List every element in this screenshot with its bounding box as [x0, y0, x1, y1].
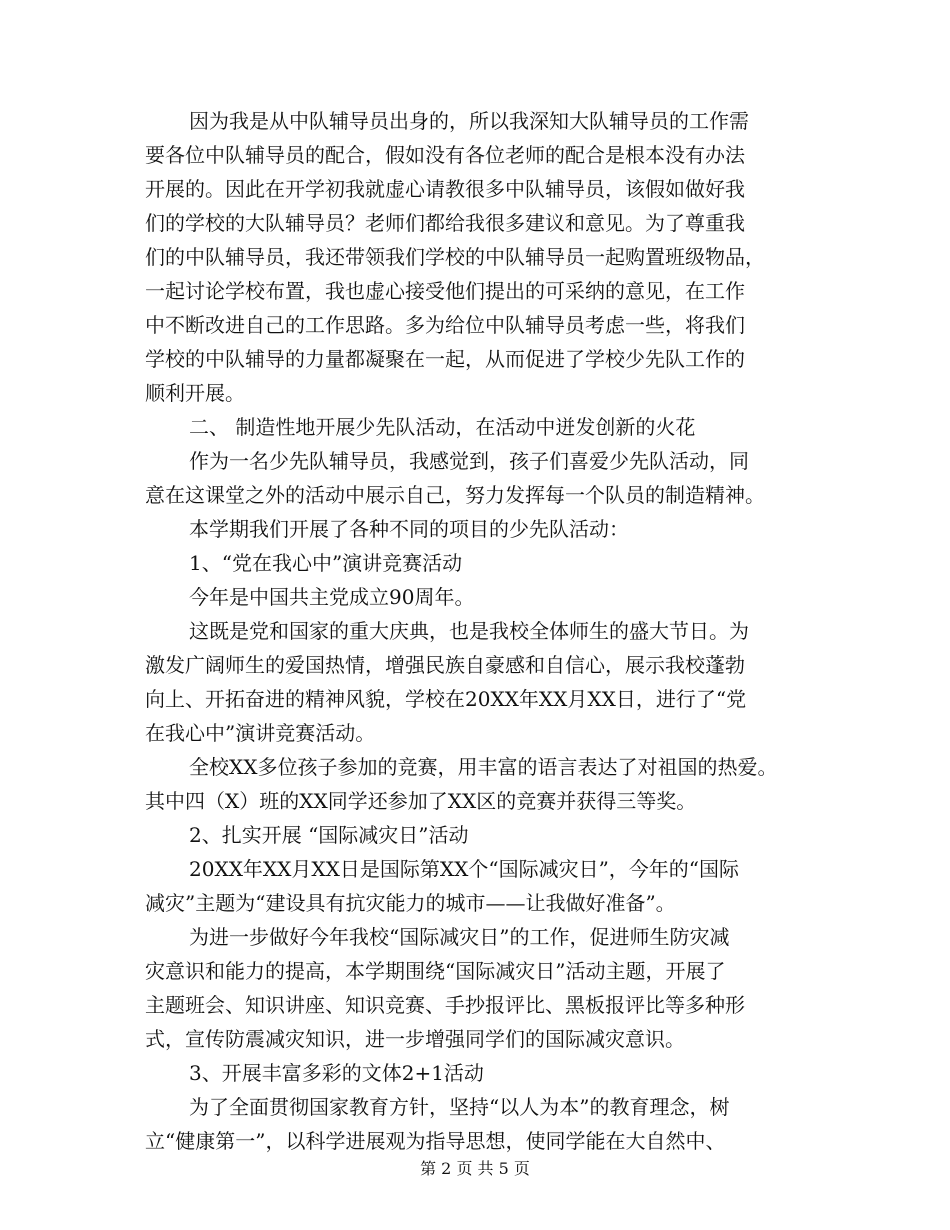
paragraph-line: 为了全面贯彻国家教育方针，坚持“以人为本”的教育理念，树 [189, 1095, 730, 1119]
paragraph-line: 一起讨论学校布置，我也虚心接受他们提出的可采纳的意见，在工作 [145, 279, 745, 303]
subsection-heading: 1、“党在我心中”演讲竞赛活动 [189, 551, 463, 575]
paragraph-line: 式，宣传防震减灾知识，进一步增强同学们的国际减灾意识。 [145, 1027, 685, 1051]
subsection-heading: 2、扎实开展 “国际减灾日”活动 [189, 823, 469, 847]
paragraph-line: 要各位中队辅导员的配合，假如没有各位老师的配合是根本没有办法 [145, 143, 745, 167]
paragraph-line: 减灾”主题为“建设具有抗灾能力的城市——让我做好准备”。 [145, 891, 676, 915]
paragraph-line: 中不断改进自己的工作思路。多为给位中队辅导员考虑一些，将我们 [145, 313, 745, 337]
paragraph-line: 为进一步做好今年我校“国际减灾日”的工作，促进师生防灾减 [189, 925, 730, 949]
paragraph-line: 今年是中国共主党成立90周年。 [189, 585, 475, 609]
subsection-heading: 3、开展丰富多彩的文体2+1活动 [189, 1061, 484, 1085]
section-heading: 二、 制造性地开展少先队活动，在活动中迸发创新的火花 [189, 415, 696, 439]
paragraph-line: 激发广阔师生的爱国热情，增强民族自豪感和自信心，展示我校蓬勃 [145, 653, 745, 677]
paragraph-line: 学校的中队辅导的力量都凝聚在一起，从而促进了学校少先队工作的 [145, 347, 745, 371]
paragraph-line: 意在这课堂之外的活动中展示自己，努力发挥每一个队员的制造精神。 [145, 483, 765, 507]
paragraph-line: 因为我是从中队辅导员出身的，所以我深知大队辅导员的工作需 [189, 109, 749, 133]
paragraph-line: 在我心中”演讲竞赛活动。 [145, 721, 376, 745]
paragraph-line: 主题班会、知识讲座、知识竞赛、手抄报评比、黑板报评比等多种形 [145, 993, 745, 1017]
paragraph-line: 顺利开展。 [145, 381, 245, 405]
paragraph-line: 作为一名少先队辅导员，我感觉到，孩子们喜爱少先队活动，同 [189, 449, 749, 473]
page-footer: 第 2 页 共 5 页 [420, 1159, 530, 1178]
paragraph-line: 们的学校的大队辅导员？老师们都给我很多建议和意见。为了尊重我 [145, 211, 745, 235]
paragraph-line: 其中四（X）班的XX同学还参加了XX区的竞赛并获得三等奖。 [145, 789, 697, 813]
paragraph-line: 全校XX多位孩子参加的竞赛，用丰富的语言表达了对祖国的热爱。 [189, 755, 778, 779]
paragraph-line: 们的中队辅导员，我还带领我们学校的中队辅导员一起购置班级物品， [145, 245, 765, 269]
paragraph-line: 灾意识和能力的提高，本学期围绕“国际减灾日”活动主题，开展了 [145, 959, 726, 983]
paragraph-line: 立“健康第一”，以科学进展观为指导思想，使同学能在大自然中、 [145, 1129, 726, 1153]
paragraph-line: 本学期我们开展了各种不同的项目的少先队活动： [189, 517, 629, 541]
paragraph-line: 这既是党和国家的重大庆典，也是我校全体师生的盛大节日。为 [189, 619, 749, 643]
paragraph-line: 20XX年XX月XX日是国际第XX个“国际减灾日”，今年的“国际 [189, 857, 740, 881]
paragraph-line: 向上、开拓奋进的精神风貌，学校在20XX年XX月XX日，进行了“党 [145, 687, 747, 711]
paragraph-line: 开展的。因此在开学初我就虚心请教很多中队辅导员，该假如做好我 [145, 177, 745, 201]
